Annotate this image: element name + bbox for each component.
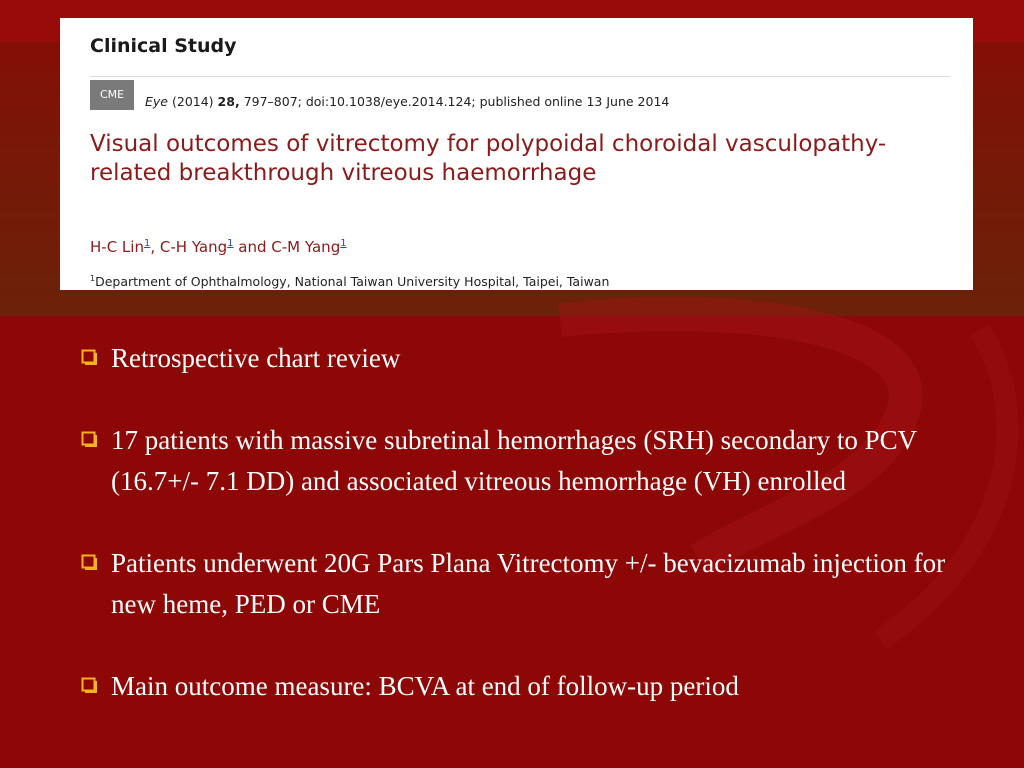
bullet-item bbox=[78, 420, 978, 502]
hollow-square-bullet-icon bbox=[81, 677, 98, 694]
affiliation bbox=[90, 274, 609, 289]
hollow-square-bullet-icon bbox=[81, 431, 98, 448]
bullet-list bbox=[78, 338, 978, 748]
author-separator: , bbox=[150, 238, 160, 256]
article-header-card bbox=[60, 18, 973, 290]
author-list bbox=[90, 238, 347, 256]
journal-volume: 28, bbox=[217, 94, 240, 109]
bullet-text: Main outcome measure: BCVA at end of follow-up period bbox=[111, 671, 739, 701]
bullet-text: Retrospective chart review bbox=[111, 343, 401, 373]
journal-name: Eye bbox=[145, 94, 168, 109]
bullet-item bbox=[78, 543, 978, 625]
affiliation-text: Department of Ophthalmology, National Taiwan University Hospital, Taipei, Taiwan bbox=[95, 274, 610, 290]
hollow-square-bullet-icon bbox=[81, 349, 98, 366]
pages-doi: 797–807; doi:10.1038/eye.2014.124; published online 13 June 2014 bbox=[243, 94, 670, 109]
journal-year: (2014) bbox=[171, 94, 214, 109]
hollow-square-bullet-icon bbox=[81, 554, 98, 571]
author-name: H-C Lin bbox=[90, 238, 144, 256]
author-affiliation-link[interactable]: 1 bbox=[227, 238, 234, 249]
article-title: Visual outcomes of vitrectomy for polypoidal choroidal vasculopathy-related breakthrough vitreous haemorrhage bbox=[90, 131, 887, 186]
bullet-item bbox=[78, 338, 978, 379]
bullet-item bbox=[78, 666, 978, 707]
bullet-text: Patients underwent 20G Pars Plana Vitrectomy +/- bevacizumab injection for new heme, PED or CME bbox=[111, 548, 946, 619]
author-separator: and bbox=[233, 238, 272, 256]
author-name: C-M Yang bbox=[271, 238, 341, 256]
affiliation-marker: 1 bbox=[90, 274, 96, 283]
author-affiliation-link[interactable]: 1 bbox=[340, 238, 347, 249]
author-name: C-H Yang bbox=[159, 238, 228, 256]
citation bbox=[145, 94, 669, 109]
section-label: Clinical Study bbox=[90, 35, 237, 57]
bullet-text: 17 patients with massive subretinal hemorrhages (SRH) secondary to PCV (16.7+/- 7.1 DD) and associated vitreous hemorrhage (VH) enrolled bbox=[111, 425, 917, 496]
cme-badge: CME bbox=[90, 80, 134, 110]
author-affiliation-link[interactable]: 1 bbox=[143, 238, 151, 249]
section-divider bbox=[90, 76, 950, 77]
